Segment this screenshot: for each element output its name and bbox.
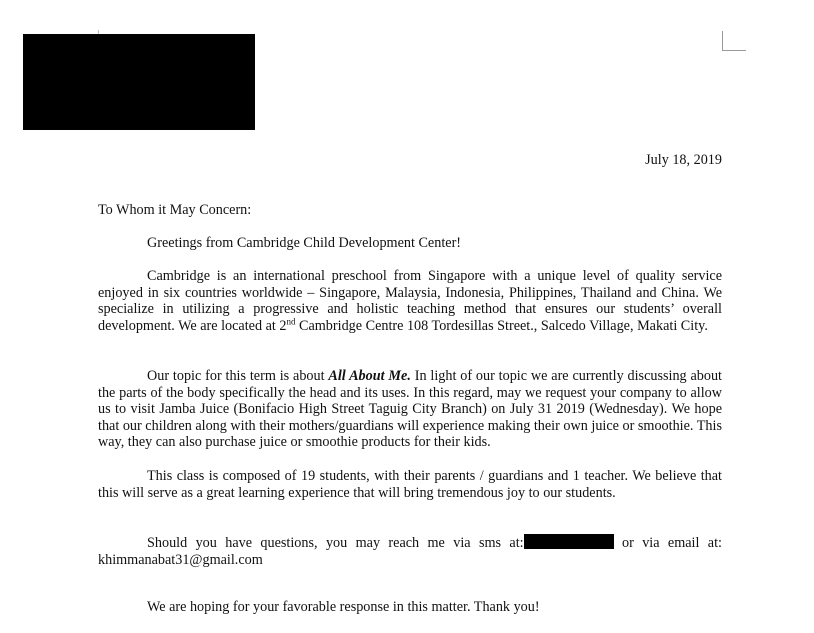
intro-text: Cambridge is an international preschool from Singapore with a unique level of quality service enjoyed in six countries worldwide – Singapore, Malaysia, Indonesia, Philippines, Thailand and China. We specialize in utilizing a progressive and holistic teaching method that ensures our students’ overall development. We are located at 2 — [98, 268, 722, 334]
contact-email: or via email at: khimmanabat31@gmail.com — [98, 535, 722, 568]
intro-address: Cambridge Centre 108 Tordesillas Street., Salcedo Village, Makati City. — [295, 317, 708, 334]
margin-mark-top-right — [722, 31, 723, 51]
ordinal-suffix: nd — [286, 316, 296, 327]
salutation: To Whom it May Concern: — [98, 202, 252, 218]
intro-paragraph — [98, 268, 722, 334]
request-body: In light of our topic we are currently discussing about the parts of the body specifically the head and its uses. In this regard, may we request your company to allow us to visit Jamba Juice (Bonifacio High Street Taguig City Branch) on July 31 2019 (Wednesday). We hope that our children along with their mothers/guardians will experience making their own juice or smoothie. This way, they can also purchase juice or smoothie products for their kids. — [98, 368, 723, 451]
margin-mark-top-left — [98, 30, 99, 34]
margin-mark-top-right-horizontal — [722, 50, 746, 51]
contact-paragraph — [98, 534, 722, 568]
closing-paragraph: We are hoping for your favorable response in this matter. Thank you! — [147, 599, 540, 615]
topic-name: All About Me. — [328, 368, 411, 384]
letter-date: July 18, 2019 — [645, 152, 722, 168]
request-paragraph — [98, 368, 722, 451]
redacted-logo-block — [23, 34, 255, 130]
greeting-paragraph: Greetings from Cambridge Child Development Center! — [147, 235, 462, 251]
contact-lead: Should you have questions, you may reach me via sms at: — [147, 535, 524, 551]
request-lead: Our topic for this term is about — [147, 368, 329, 384]
class-info-paragraph: This class is composed of 19 students, with their parents / guardians and 1 teacher. We believe that this will serve as a great learning experience that will bring tremendous joy to our students. — [98, 468, 722, 501]
redacted-phone-number — [524, 534, 614, 549]
